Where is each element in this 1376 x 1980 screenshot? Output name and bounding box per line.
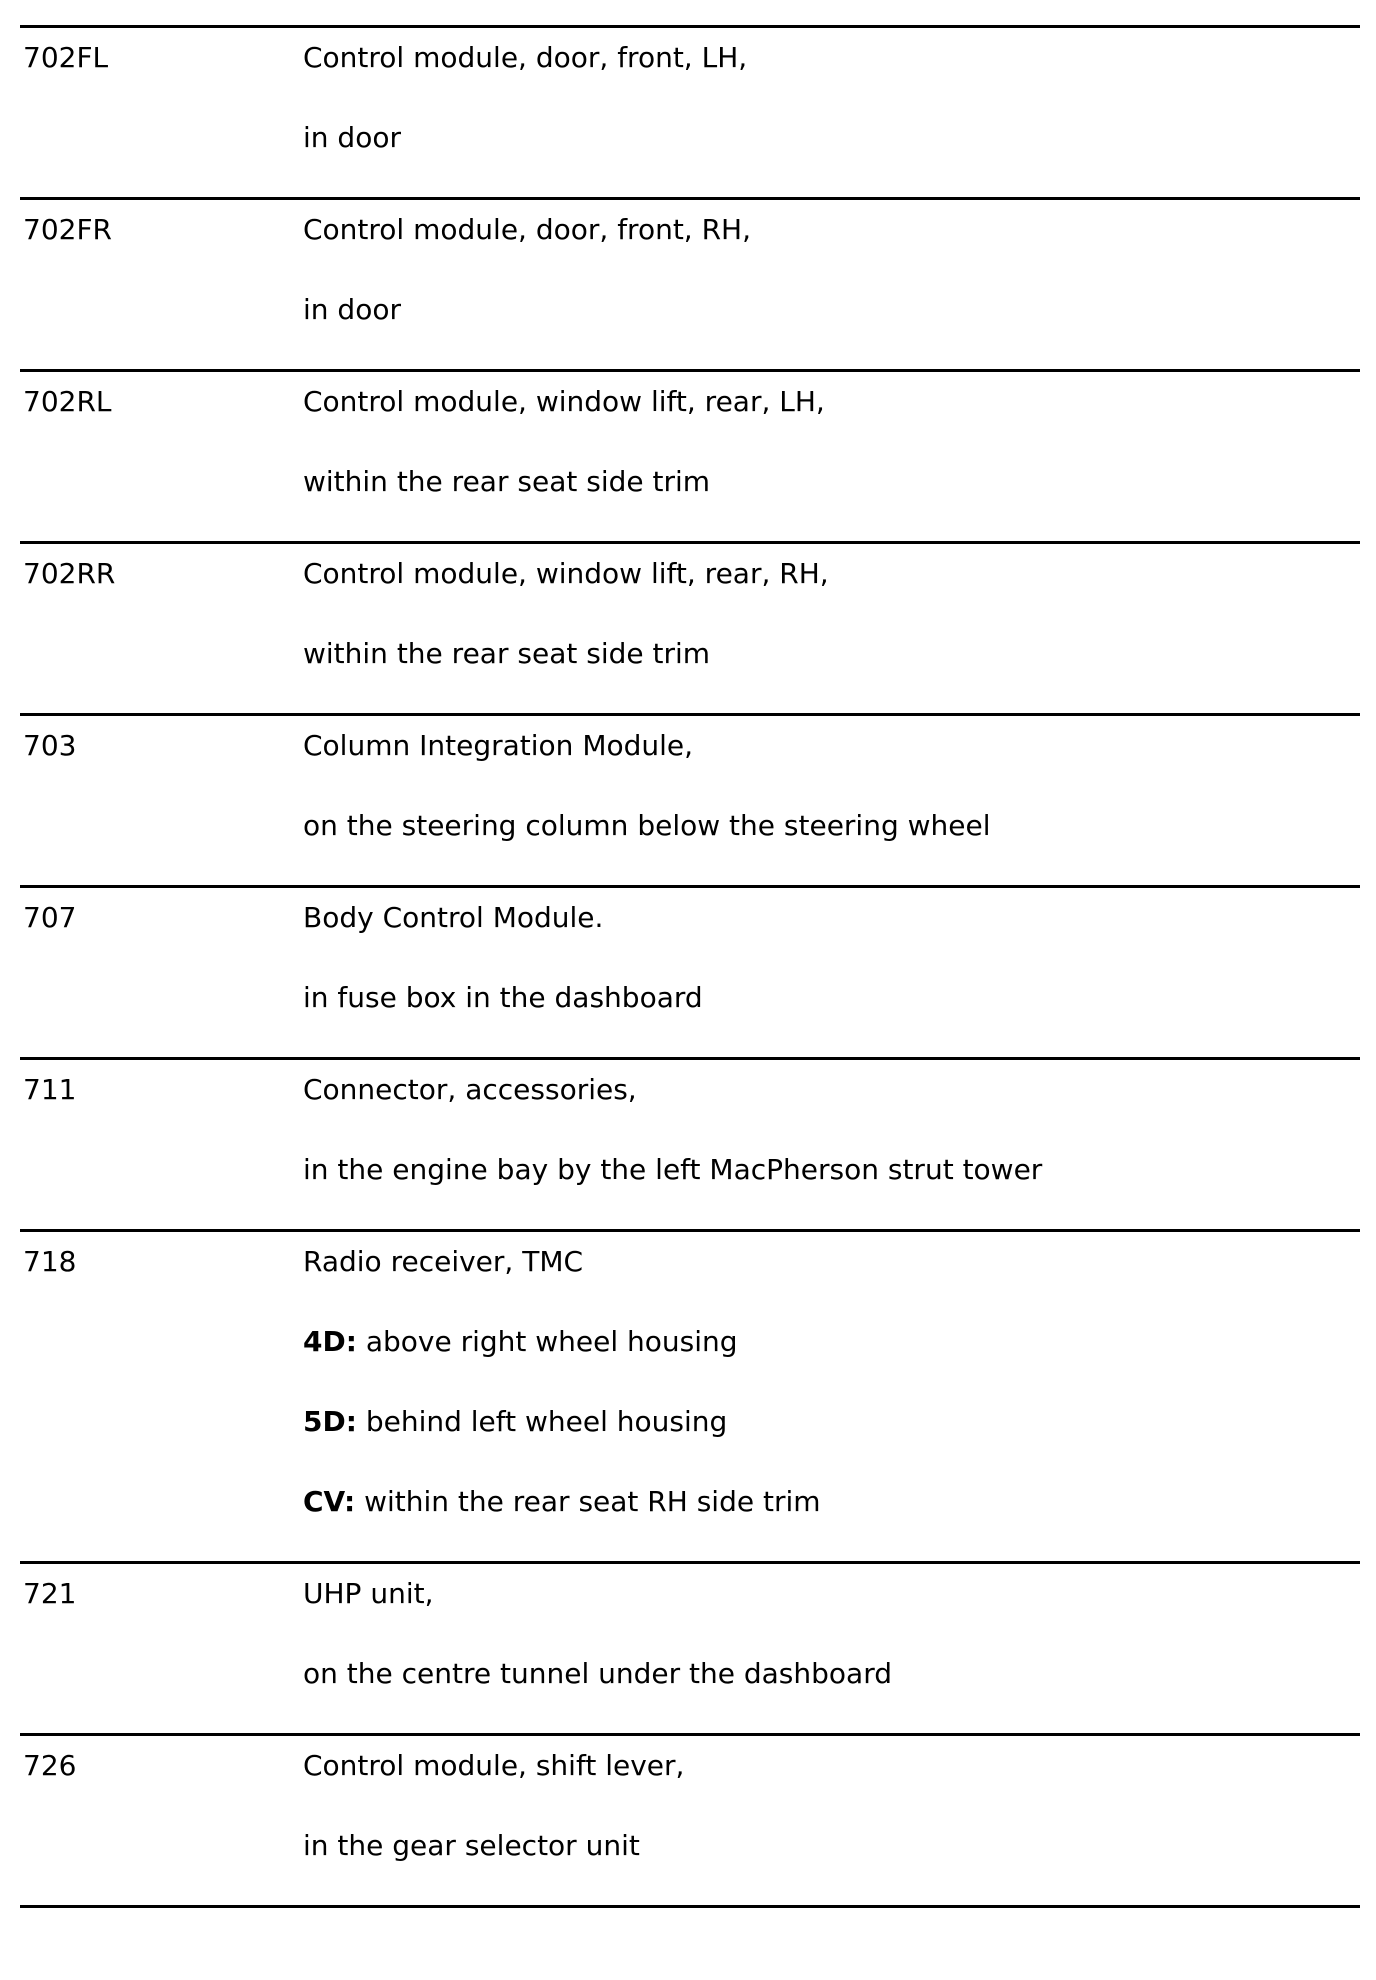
table-row — [20, 1564, 1360, 1736]
description-line — [303, 465, 1360, 499]
line-text: Radio receiver, TMC — [303, 1245, 584, 1278]
description-line — [303, 1577, 1360, 1611]
line-text: UHP unit, — [303, 1577, 434, 1610]
component-description — [303, 557, 1360, 713]
description-line — [303, 41, 1360, 75]
line-text: Control module, window lift, rear, RH, — [303, 557, 829, 590]
line-text: in the engine bay by the left MacPherson strut tower — [303, 1153, 1043, 1186]
line-text: in fuse box in the dashboard — [303, 981, 703, 1014]
line-text: within the rear seat RH side trim — [355, 1485, 821, 1518]
description-line — [303, 1245, 1360, 1279]
table-row — [20, 1232, 1360, 1564]
line-text: within the rear seat side trim — [303, 637, 711, 670]
description-line — [303, 981, 1360, 1015]
description-line — [303, 293, 1360, 327]
component-code: 702RR — [23, 557, 116, 590]
description-line — [303, 637, 1360, 671]
description-line — [303, 1485, 1360, 1519]
line-text: on the steering column below the steering wheel — [303, 809, 991, 842]
line-text: on the centre tunnel under the dashboard — [303, 1657, 892, 1690]
line-text: in door — [303, 293, 401, 326]
component-code: 703 — [23, 729, 77, 762]
line-text: Control module, shift lever, — [303, 1749, 685, 1782]
variant-label: 4D: — [303, 1325, 357, 1358]
line-text: Control module, door, front, LH, — [303, 41, 748, 74]
description-line — [303, 1657, 1360, 1691]
component-description — [303, 729, 1360, 885]
table-row — [20, 1736, 1360, 1908]
description-line — [303, 729, 1360, 763]
description-line — [303, 1153, 1360, 1187]
component-description — [303, 1577, 1360, 1733]
component-code: 711 — [23, 1073, 77, 1106]
table-row — [20, 888, 1360, 1060]
table-row — [20, 1060, 1360, 1232]
description-line — [303, 213, 1360, 247]
component-code: 726 — [23, 1749, 77, 1782]
description-line — [303, 121, 1360, 155]
table-row — [20, 544, 1360, 716]
line-text: in the gear selector unit — [303, 1829, 640, 1862]
description-line — [303, 901, 1360, 935]
description-line — [303, 1325, 1360, 1359]
component-description — [303, 385, 1360, 541]
component-code: 721 — [23, 1577, 77, 1610]
line-text: above right wheel housing — [356, 1325, 738, 1358]
table-row — [20, 716, 1360, 888]
component-description — [303, 213, 1360, 369]
description-line — [303, 1829, 1360, 1863]
description-line — [303, 1405, 1360, 1439]
line-text: within the rear seat side trim — [303, 465, 711, 498]
description-line — [303, 385, 1360, 419]
description-line — [303, 809, 1360, 843]
variant-label: CV: — [303, 1485, 356, 1518]
component-description — [303, 1749, 1360, 1905]
component-code: 702FL — [23, 41, 109, 74]
line-text: Control module, door, front, RH, — [303, 213, 752, 246]
line-text: in door — [303, 121, 401, 154]
line-text: Body Control Module. — [303, 901, 604, 934]
component-description — [303, 901, 1360, 1057]
component-location-table — [20, 25, 1360, 1908]
line-text: Column Integration Module, — [303, 729, 694, 762]
component-code: 707 — [23, 901, 77, 934]
component-description — [303, 41, 1360, 197]
description-line — [303, 557, 1360, 591]
line-text: Control module, window lift, rear, LH, — [303, 385, 825, 418]
table-row — [20, 200, 1360, 372]
line-text: behind left wheel housing — [356, 1405, 728, 1438]
variant-label: 5D: — [303, 1405, 357, 1438]
description-line — [303, 1749, 1360, 1783]
component-code: 702RL — [23, 385, 112, 418]
component-description — [303, 1073, 1360, 1229]
table-row — [20, 372, 1360, 544]
component-description — [303, 1245, 1360, 1561]
description-line — [303, 1073, 1360, 1107]
line-text: Connector, accessories, — [303, 1073, 637, 1106]
component-code: 702FR — [23, 213, 113, 246]
table-row — [20, 28, 1360, 200]
component-code: 718 — [23, 1245, 77, 1278]
